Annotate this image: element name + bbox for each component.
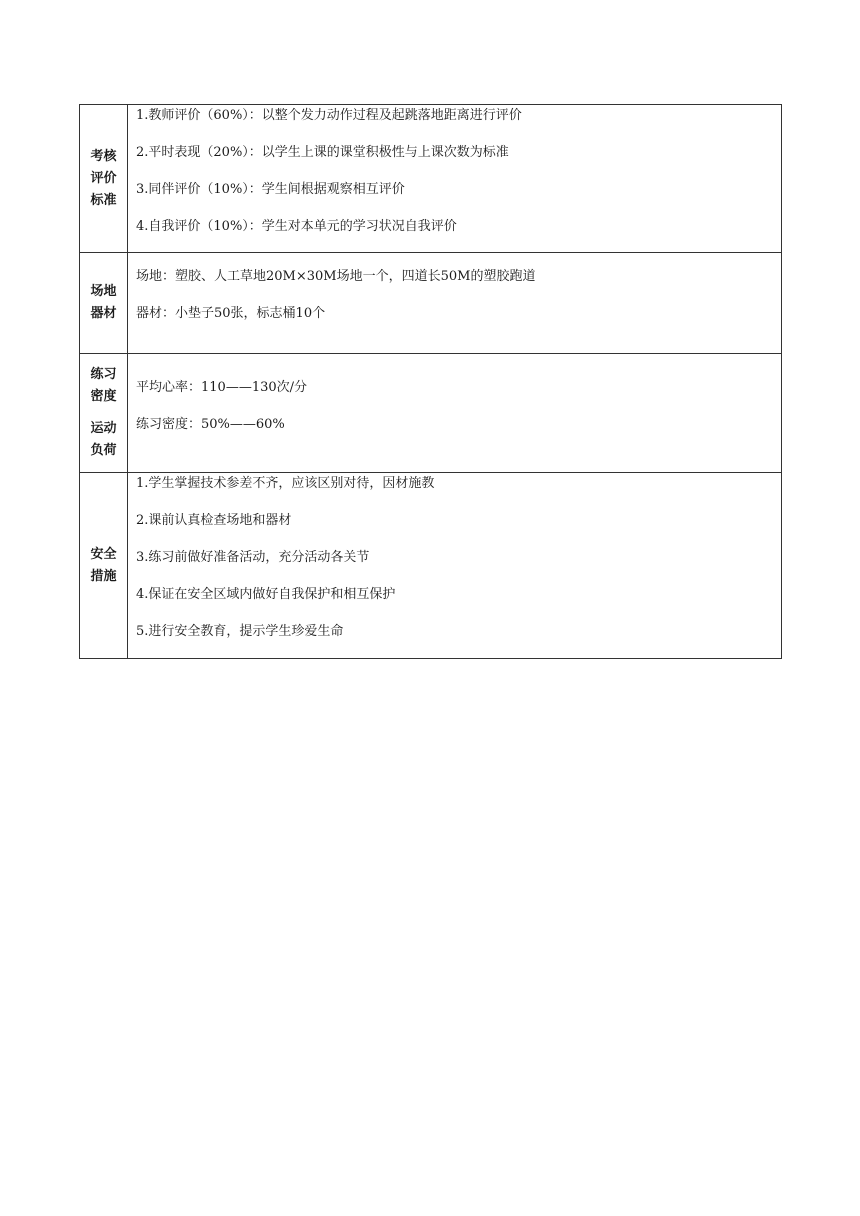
safety-label xyxy=(80,473,128,659)
density-content xyxy=(128,354,782,473)
list-item: 平均心率：110——130次/分 xyxy=(136,380,308,395)
label-line: 考核 xyxy=(90,148,117,164)
list-item: 2.平时表现（20%）：以学生上课的课堂积极性与上课次数为标准 xyxy=(136,145,509,160)
assessment-content xyxy=(128,105,782,253)
list-item: 场地：塑胶、人工草地20M×30M场地一个，四道长50M的塑胶跑道 xyxy=(136,269,536,284)
label-line: 运动 xyxy=(90,421,117,436)
label-line: 器材 xyxy=(90,306,117,321)
label-line: 评价 xyxy=(90,170,117,186)
assessment-label xyxy=(80,105,128,253)
label-line: 安全 xyxy=(90,546,117,562)
list-item: 练习密度：50%——60% xyxy=(136,417,285,432)
label-line: 密度 xyxy=(90,389,117,404)
list-item: 1.教师评价（60%）：以整个发力动作过程及起跳落地距离进行评价 xyxy=(136,108,522,123)
list-item: 5.进行安全教育，提示学生珍爱生命 xyxy=(136,624,344,639)
list-item: 3.练习前做好准备活动，充分活动各关节 xyxy=(136,550,370,565)
density-row xyxy=(80,354,782,473)
list-item: 2.课前认真检查场地和器材 xyxy=(136,513,292,528)
label-spacer xyxy=(80,408,127,418)
label-line: 负荷 xyxy=(90,443,117,458)
label-line: 练习 xyxy=(90,367,117,382)
list-item: 4.自我评价（10%）：学生对本单元的学习状况自我评价 xyxy=(136,219,457,234)
list-item: 3.同伴评价（10%）：学生间根据观察相互评价 xyxy=(136,182,405,197)
label-line: 标准 xyxy=(90,192,117,208)
list-item: 4.保证在安全区域内做好自我保护和相互保护 xyxy=(136,587,396,602)
density-label xyxy=(80,354,128,473)
venue-row xyxy=(80,253,782,354)
list-item: 器材：小垫子50张，标志桶10个 xyxy=(136,306,326,321)
safety-row xyxy=(80,473,782,659)
lesson-plan-table xyxy=(79,104,782,659)
label-line: 场地 xyxy=(90,284,117,299)
venue-label xyxy=(80,253,128,354)
label-line: 措施 xyxy=(90,568,117,584)
venue-content xyxy=(128,253,782,354)
assessment-row xyxy=(80,105,782,253)
safety-content xyxy=(128,473,782,659)
list-item: 1.学生掌握技术参差不齐，应该区别对待，因材施教 xyxy=(136,476,435,491)
